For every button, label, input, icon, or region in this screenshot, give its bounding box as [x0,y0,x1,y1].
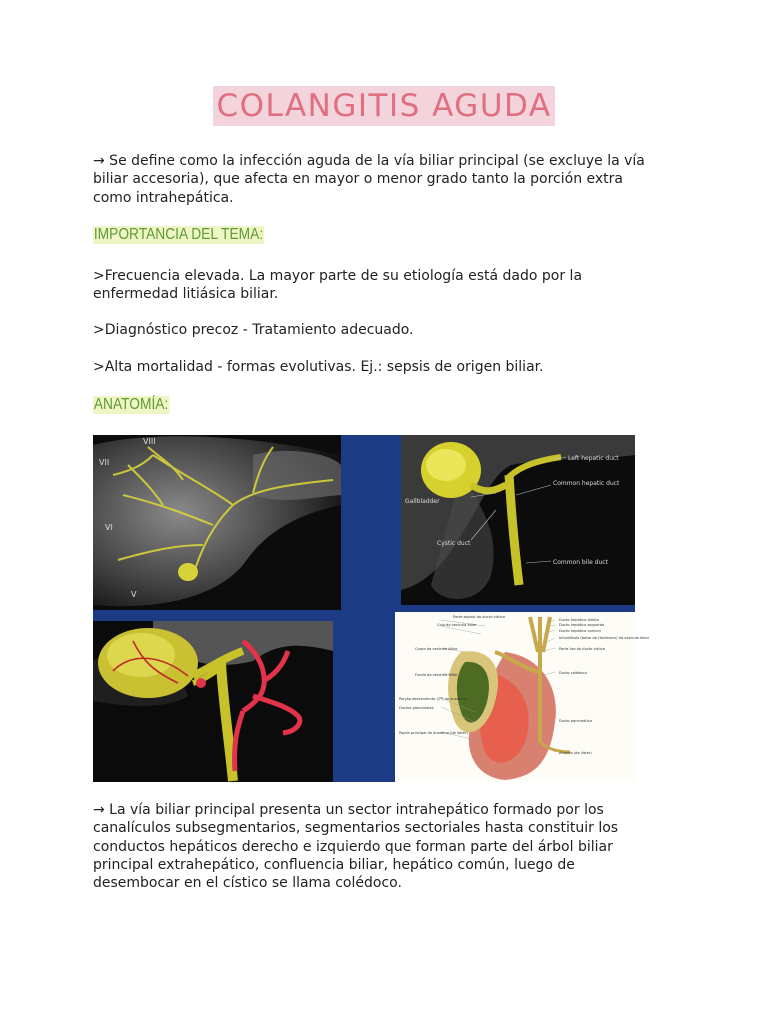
label-ducto-hepatico-direito: Ducto hepático direito [559,618,599,622]
left-hepatic-duct-label: Left hepatic duct [568,455,619,462]
label-ampola: Ampola (de Vater) [559,751,592,755]
label-ducto-hepatico-comum: Ducto hepático comum [559,629,601,633]
importance-point-1: >Frecuencia elevada. La mayor parte de su etiología está dado por la enfermedad litiásica biliar. [93,268,583,303]
title-container [0,86,768,126]
importance-point-2: >Diagnóstico precoz - Tratamiento adecuado. [93,322,414,338]
anatomy-illustration-panel [395,612,650,782]
anatomy-figure [93,435,650,782]
label-ducto-pancreatico: Ducto pancreático [559,719,592,723]
intro-paragraph: → Se define como la infección aguda de la vía biliar principal (se excluye la vía biliar accesoria), que afecta en mayor o menor grado tanto la porción extra como intrahepática. [93,153,645,206]
label-corpo-vesicula: Corpo da vesícula biliar [415,647,458,651]
label-parte-espiral: Parte espiral do ducto cístico [453,615,505,619]
common-bile-duct-label: Common bile duct [553,559,608,566]
cystic-duct-label: Cystic duct [437,540,471,547]
page-title: COLANGITIS AGUDA [213,86,554,126]
label-ductos-glandulares: Ductos glandulares [399,706,434,710]
label-parte-lisa: Parte lisa do ducto cístico [559,647,605,651]
segment-v-label: V [131,590,137,599]
label-ducto-hepatico-esquerdo: Ducto hepático esquerdo [559,623,605,627]
label-fundo-vesicula: Fundo da vesícula biliar [415,673,458,677]
importance-point-3: >Alta mortalidad - formas evolutivas. Ej.: sepsis de origen biliar. [93,359,544,375]
label-infundibulo: Infundíbulo (bolsa de Hartmann) da vesícula biliar [559,636,650,640]
label-ducto-coledoco: Ducto colédoco [559,671,587,675]
gallbladder-ducts-image [401,435,635,605]
liver-biliary-tree-image [93,435,341,610]
gallbladder-arteries-panel [93,621,333,782]
label-papila: Papila principal do duodeno (de Vater) [399,731,468,735]
common-hepatic-duct-label: Common hepatic duct [553,480,620,487]
segment-vi-label: VI [105,523,113,532]
closing-paragraph: → La vía biliar principal presenta un sector intrahepático formado por los canalículos subsegmentarios, segmentarios sectoriales hasta constituir los conductos hepáticos derecho e izquierdo que forman parte del árbol biliar principal extrahepático, confluencia biliar, hepático común, luego de desembocar en el cístico se llama colédoco. [93,802,619,892]
segment-viii-label: VIII [143,437,156,446]
label-porcao-descendente: Porção descendente (2ª) do duodeno [399,697,466,701]
anatomy-heading: ANATOMÍA: [93,396,169,413]
importance-heading: IMPORTANCIA DEL TEMA: [93,226,264,243]
gallbladder-label: Gallbladder [405,498,440,505]
segment-vii-label: VII [99,458,110,467]
label-colo-vesicula: Colo da vesícula biliar [437,623,477,627]
liver-biliary-tree-panel [93,435,341,610]
anatomy-illustration-image [395,612,650,782]
gallbladder-arteries-image [93,621,333,782]
gallbladder-ducts-panel [401,435,635,605]
